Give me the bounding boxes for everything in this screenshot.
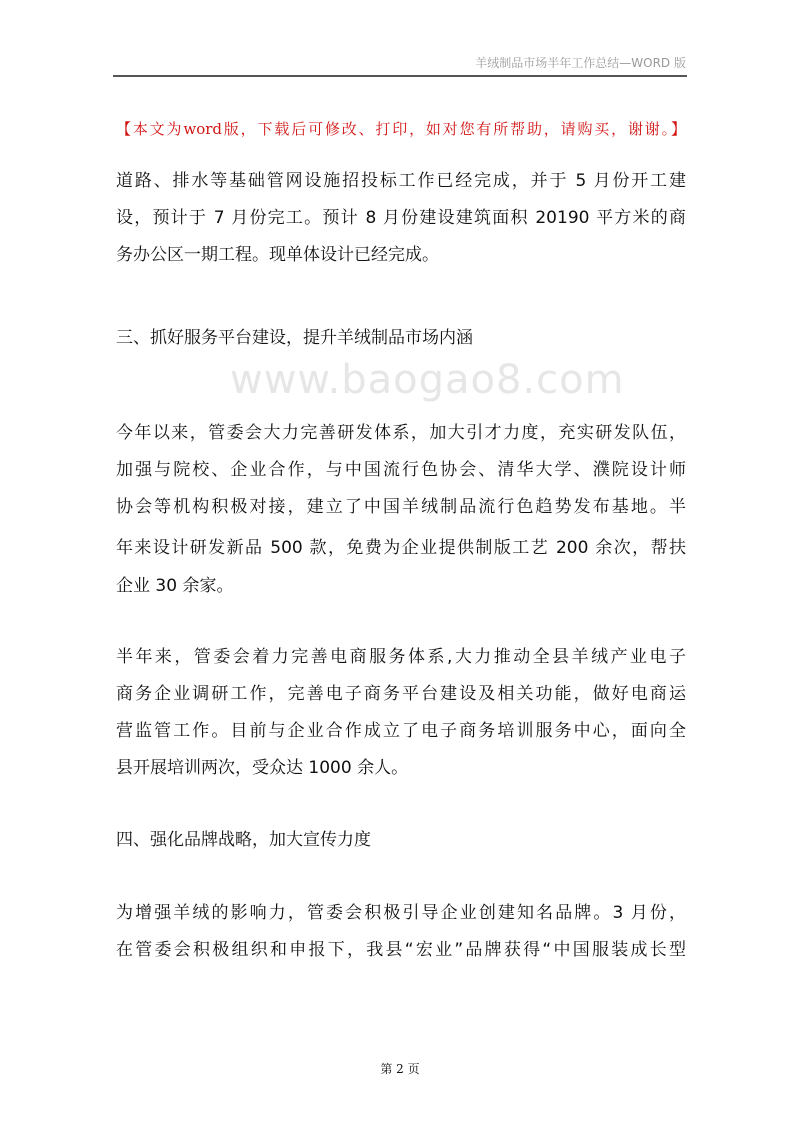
paragraph-line: 企业 30 余家。 <box>116 576 234 596</box>
paragraph-line: 商务企业调研工作，完善电子商务平台建设及相关功能，做好电商运 <box>116 684 686 704</box>
watermark: www.baogao8.com <box>230 357 625 403</box>
header-rule <box>113 75 687 77</box>
paragraph-line: 年来设计研发新品 500 款，免费为企业提供制版工艺 200 余次，帮扶 <box>116 538 686 558</box>
paragraph-line: 县开展培训两次，受众达 1000 余人。 <box>116 758 409 778</box>
paragraph-line: 务办公区一期工程。现单体设计已经完成。 <box>116 245 439 265</box>
paragraph-line: 半年来，管委会着力完善电商服务体系,大力推动全县羊绒产业电子 <box>116 647 686 667</box>
paragraph-line: 设，预计于 7 月份完工。预计 8 月份建设建筑面积 20190 平方米的商 <box>116 208 686 228</box>
paragraph-line: 今年以来，管委会大力完善研发体系，加大引才力度，充实研发队伍， <box>116 423 686 443</box>
section-heading: 四、强化品牌战略，加大宣传力度 <box>116 830 371 850</box>
running-header: 羊绒制品市场半年工作总结—WORD 版 <box>475 56 686 70</box>
paragraph-line: 为增强羊绒的影响力，管委会积极引导企业创建知名品牌。3 月份， <box>116 903 686 923</box>
paragraph-line: 营监管工作。目前与企业合作成立了电子商务培训服务中心，面向全 <box>116 721 686 741</box>
paragraph-line: 在管委会积极组织和申报下，我县“宏业”品牌获得“中国服装成长型 <box>116 940 686 960</box>
purchase-notice: 【本文为word版，下载后可修改、打印，如对您有所帮助，请购买，谢谢。】 <box>116 120 686 138</box>
section-heading: 三、抓好服务平台建设，提升羊绒制品市场内涵 <box>116 328 473 348</box>
paragraph-line: 道路、排水等基础管网设施招投标工作已经完成，并于 5 月份开工建 <box>116 171 686 191</box>
paragraph-line: 协会等机构积极对接，建立了中国羊绒制品流行色趋势发布基地。半 <box>116 497 686 517</box>
page-number: 第 2 页 <box>380 1062 420 1076</box>
paragraph-line: 加强与院校、企业合作，与中国流行色协会、清华大学、濮院设计师 <box>116 460 686 480</box>
